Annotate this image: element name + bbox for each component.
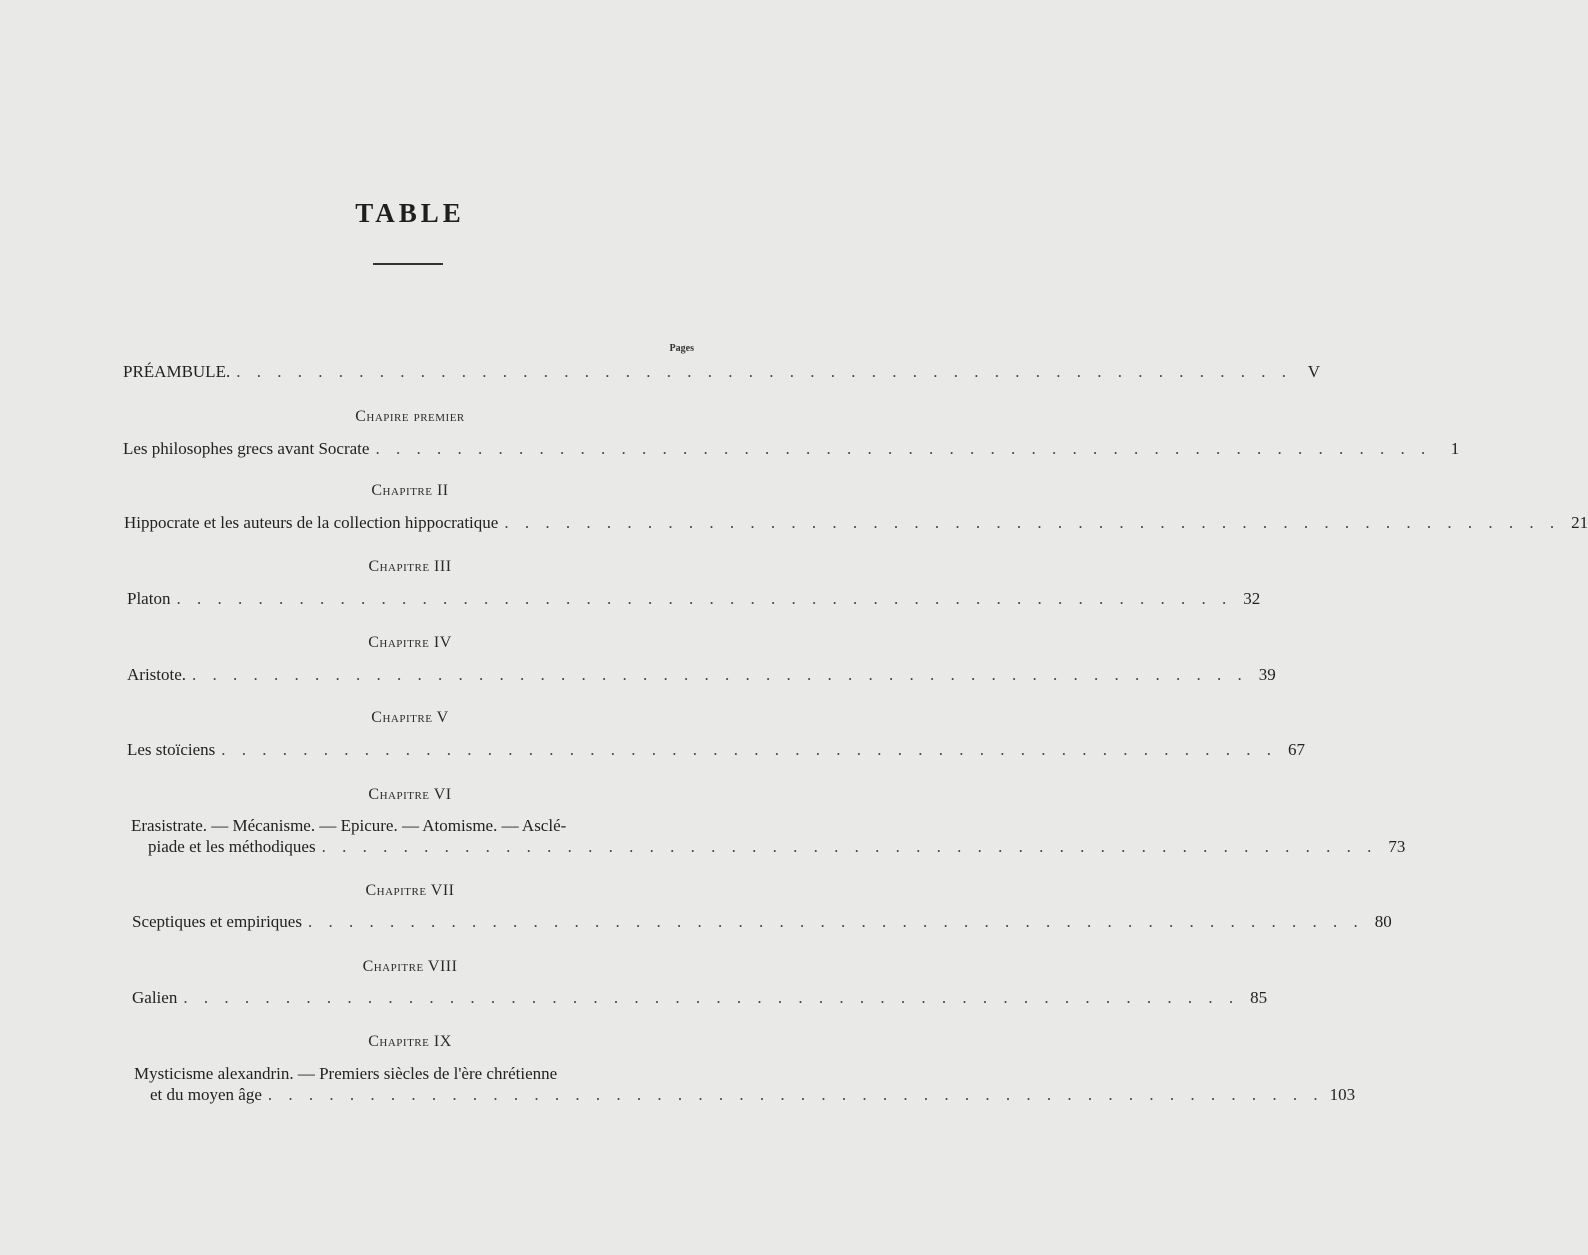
entry-label: Les stoïciens: [127, 740, 216, 759]
page-title: TABLE: [355, 198, 465, 228]
entry-label: et du moyen âge: [150, 1085, 262, 1104]
chapter-heading-8: Chapitre VIII: [362, 958, 458, 975]
toc-entry-3[interactable]: [127, 589, 1261, 609]
entry-label: Sceptiques et empiriques: [132, 912, 302, 931]
leader-dots: . . . . . . . . . . . . . . . . . . . . . . . . . . . . . . . . . . . . . . . . . . . . . . . . . . . .: [176, 589, 1233, 608]
toc-entry-4[interactable]: [127, 665, 1276, 685]
toc-entry-7[interactable]: [132, 912, 1392, 932]
leader-dots: . . . . . . . . . . . . . . . . . . . . . . . . . . . . . . . . . . . . . . . . . . . . . . . . . . . .: [504, 513, 1561, 532]
toc-entry-preambule[interactable]: [123, 362, 1320, 382]
chapter-heading-1: Chapire premier: [355, 408, 465, 425]
entry-label: Galien: [132, 988, 178, 1007]
entry-page-number: 73: [1388, 837, 1406, 856]
entry-label: Hippocrate et les auteurs de la collection hippocratique: [124, 513, 499, 532]
leader-dots: . . . . . . . . . . . . . . . . . . . . . . . . . . . . . . . . . . . . . . . . . . . . . . . . . . . .: [321, 837, 1378, 856]
leader-dots: . . . . . . . . . . . . . . . . . . . . . . . . . . . . . . . . . . . . . . . . . . . . . . . . . . . .: [221, 740, 1278, 759]
chapter-heading-7: Chapitre VII: [365, 882, 455, 899]
leader-dots: . . . . . . . . . . . . . . . . . . . . . . . . . . . . . . . . . . . . . . . . . . . . . . . . . . . .: [307, 912, 1364, 931]
entry-label: Les philosophes grecs avant Socrate: [123, 439, 370, 458]
toc-entry-1[interactable]: [123, 439, 1460, 459]
entry-page-number: 67: [1288, 740, 1306, 759]
entry-page-number: 39: [1258, 665, 1276, 684]
toc-entry-5[interactable]: [127, 740, 1306, 760]
entry-first-line: Erasistrate. — Mécanisme. — Epicure. — Atomisme. — Asclé-: [131, 816, 567, 835]
entry-page-number: 85: [1250, 988, 1268, 1007]
leader-dots: . . . . . . . . . . . . . . . . . . . . . . . . . . . . . . . . . . . . . . . . . . . . . . . . . . . .: [183, 988, 1240, 1007]
entry-page-number: 32: [1243, 589, 1261, 608]
toc-entry-6[interactable]: [148, 837, 1406, 857]
chapter-heading-4: Chapitre IV: [368, 634, 452, 651]
entry-page-number: 1: [1450, 439, 1460, 458]
pages-column-label: Pages: [669, 343, 694, 354]
entry-label: piade et les méthodiques: [148, 837, 316, 856]
chapter-heading-5: Chapitre V: [371, 709, 449, 726]
entry-page-number: 80: [1374, 912, 1392, 931]
leader-dots: . . . . . . . . . . . . . . . . . . . . . . . . . . . . . . . . . . . . . . . . . . . . . . . . . . . .: [192, 665, 1248, 684]
toc-entry-8[interactable]: [132, 988, 1268, 1008]
entry-label: Platon: [127, 589, 171, 608]
chapter-heading-9: Chapitre IX: [368, 1033, 452, 1050]
toc-entry-2[interactable]: [124, 513, 1588, 533]
toc-entry-9[interactable]: [150, 1085, 1356, 1105]
entry-label: PRÉAMBULE.: [123, 362, 231, 381]
entry-page-number: 103: [1329, 1085, 1356, 1104]
chapter-heading-2: Chapitre II: [371, 482, 449, 499]
leader-dots: . . . . . . . . . . . . . . . . . . . . . . . . . . . . . . . . . . . . . . . . . . . . . . . . . . . .: [236, 362, 1292, 381]
chapter-heading-3: Chapitre III: [368, 558, 452, 575]
chapter-heading-6: Chapitre VI: [368, 786, 452, 803]
leader-dots: . . . . . . . . . . . . . . . . . . . . . . . . . . . . . . . . . . . . . . . . . . . . . . . . . . . .: [375, 439, 1432, 458]
leader-dots: . . . . . . . . . . . . . . . . . . . . . . . . . . . . . . . . . . . . . . . . . . . . . . . . . . . .: [267, 1085, 1324, 1104]
title-rule: [373, 263, 443, 265]
entry-page-number: V: [1307, 362, 1320, 381]
entry-first-line: Mysticisme alexandrin. — Premiers siècles de l'ère chrétienne: [134, 1064, 558, 1083]
entry-page-number: 21: [1571, 513, 1588, 532]
entry-label: Aristote.: [127, 665, 187, 684]
